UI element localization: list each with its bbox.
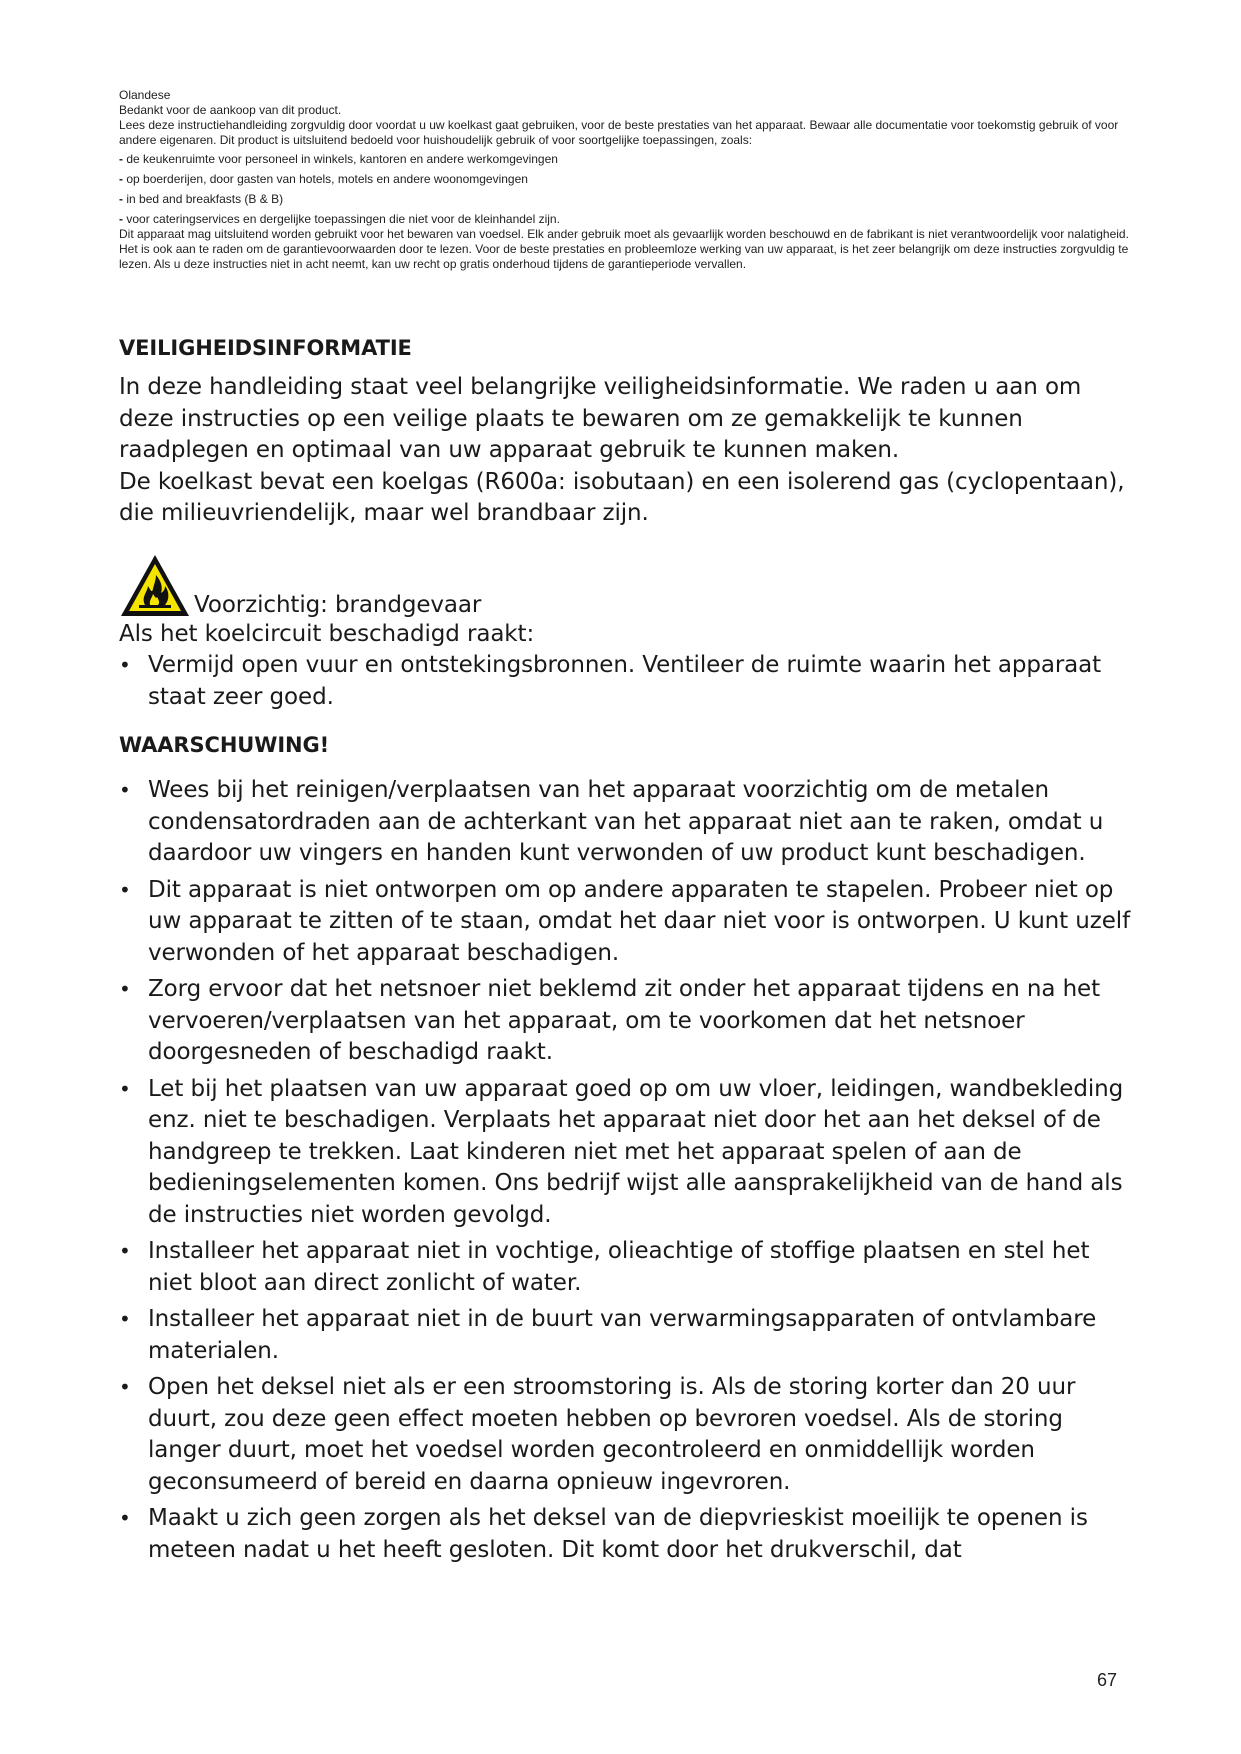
circuit-list: [119, 650, 1139, 713]
list-item: • Wees bij het reinigen/verplaatsen van het apparaat voorzichtig om de metalen condensatordraden aan de achterkant van het apparaat niet aan te raken, omdat u daardoor uw vingers en handen kunt verwonden of uw product kunt beschadigen.: [119, 777, 1104, 866]
fire-caution-row: [119, 553, 1139, 619]
safety-heading: VEILIGHEIDSINFORMATIE: [119, 336, 412, 360]
bullet-icon: •: [119, 1307, 131, 1331]
list-item: • Zorg ervoor dat het netsnoer niet beklemd zit onder het apparaat tijdens en na het vervoeren/verplaatsen van het apparaat, om te voorkomen dat het netsnoer doorgesneden of beschadigd raakt.: [119, 976, 1101, 1065]
bullet-icon: •: [119, 778, 131, 802]
list-item: • Vermijd open vuur en ontstekingsbronnen. Ventileer de ruimte waarin het apparaat staat zeer goed.: [119, 652, 1102, 710]
dash-item: - voor cateringservices en dergelijke toepassingen die niet voor de kleinhandel zijn.: [119, 212, 560, 226]
dash-item: - de keukenruimte voor personeel in winkels, kantoren en andere werkomgevingen: [119, 152, 558, 166]
intro-paragraph-1: Lees deze instructiehandleiding zorgvuldig door voordat u uw koelkast gaat gebruiken, voor de beste prestaties van het apparaat. Bewaar alle documentatie voor toekomstig gebruik of voor andere eigenaren. Dit product is uitsluitend bedoeld voor huishoudelijk gebruik of voor soortgelijke toepassingen, zoals:: [119, 118, 1119, 147]
list-item: • Installeer het apparaat niet in de buurt van verwarmingsapparaten of ontvlambare materialen.: [119, 1306, 1097, 1364]
safety-paragraph-2: De koelkast bevat een koelgas (R600a: isobutaan) en een isolerend gas (cyclopentaan), die milieuvriendelijk, maar wel brandbaar zijn.: [119, 468, 1125, 526]
list-item: • Let bij het plaatsen van uw apparaat goed op om uw vloer, leidingen, wandbekleding enz. niet te beschadigen. Verplaats het apparaat niet door het aan het deksel of de handgreep te trekken. Laat kinderen niet met het apparaat spelen of aan de bedieningselementen komen. Ons bedrijf wijst alle aansprakelijkheid van de hand als de instructies niet worden gevolgd.: [119, 1075, 1124, 1228]
bullet-icon: •: [119, 653, 131, 677]
safety-paragraph-1: In deze handleiding staat veel belangrijke veiligheidsinformatie. We raden u aan om deze instructies op een veilige plaats te bewaren om ze gemakkelijk te kunnen raadplegen en optimaal van uw apparaat gebruik te kunnen maken.: [119, 374, 1082, 463]
bullet-icon: •: [119, 1506, 131, 1530]
safety-content: [119, 333, 1139, 1571]
bullet-icon: •: [119, 1375, 131, 1399]
list-item: • Dit apparaat is niet ontworpen om op andere apparaten te stapelen. Probeer niet op uw apparaat te zitten of te staan, omdat het daar niet voor is ontworpen. U kunt uzelf verwonden of het apparaat beschadigen.: [119, 876, 1131, 966]
dash-item: - op boerderijen, door gasten van hotels, motels en andere woonomgevingen: [119, 172, 528, 186]
warning-heading: WAARSCHUWING!: [119, 733, 330, 757]
list-item: • Maakt u zich geen zorgen als het deksel van de diepvrieskist moeilijk te openen is meteen nadat u het heeft gesloten. Dit komt door het drukverschil, dat: [119, 1505, 1088, 1563]
bullet-icon: •: [119, 1239, 131, 1263]
bullet-icon: •: [119, 1076, 131, 1101]
list-item: • Open het deksel niet als er een stroomstoring is. Als de storing korter dan 20 uur duurt, zou deze geen effect moeten hebben op bevroren voedsel. Als de storing langer duurt, moet het voedsel worden gecontroleerd en onmiddellijk worden geconsumeerd of bereid en daarna opnieuw ingevroren.: [119, 1374, 1076, 1495]
warning-list: [119, 775, 1139, 1566]
page-number: 67: [1097, 1670, 1118, 1690]
bullet-icon: •: [119, 977, 131, 1001]
intro-section: [119, 88, 1129, 272]
bullet-icon: •: [119, 877, 131, 902]
caution-label: Voorzichtig: brandgevaar: [194, 591, 482, 618]
fire-hazard-warning-icon: [119, 553, 191, 619]
intro-paragraph-2: Dit apparaat mag uitsluitend worden gebruikt voor het bewaren van voedsel. Elk ander gebruik moet als gevaarlijk worden beschouwd en de fabrikant is niet verantwoordelijk voor nalatigheid. Het is ook aan te raden om de garantievoorwaarden door te lezen. Voor de beste prestaties en probleemloze werking van uw apparaat, is het zeer belangrijk om deze instructies zorgvuldig te lezen. Als u deze instructies niet in acht neemt, kan uw recht op gratis onderhoud tijdens de garantieperiode vervallen.: [119, 227, 1129, 271]
dash-item: - in bed and breakfasts (B & B): [119, 192, 284, 206]
circuit-intro: Als het koelcircuit beschadigd raakt:: [119, 620, 535, 647]
language-label: Olandese: [119, 88, 171, 102]
thanks-line: Bedankt voor de aankoop van dit product.: [119, 103, 342, 117]
list-item: • Installeer het apparaat niet in vochtige, olieachtige of stoffige plaatsen en stel het niet bloot aan direct zonlicht of water.: [119, 1238, 1090, 1296]
